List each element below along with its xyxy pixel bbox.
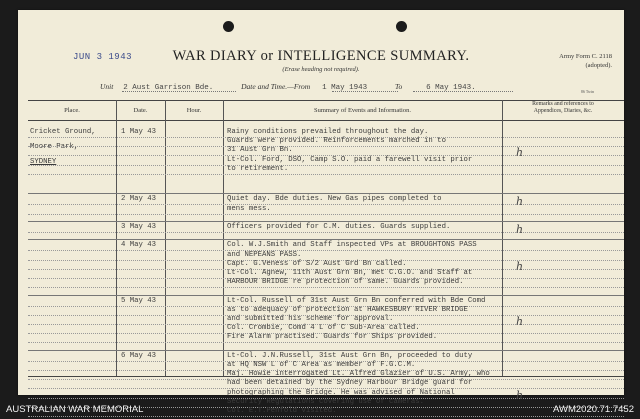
summary-line: Maj. Howie interrogated Lt. Alfred Glazier of U.S. Army, who [227,370,490,379]
remarks-initial: h [516,146,524,160]
place-line: Cricket Ground, [30,128,96,136]
column-header-place: Place. [64,107,80,114]
column-divider [165,100,166,376]
summary-line: Lt-Col. Agnew, 11th Aust Grn Bn, met C.G.O. and Staff at [227,269,473,277]
unit-underline [122,91,236,92]
entry-separator [28,221,624,222]
summary-line: as to adequacy of protection at HAWKESBURY RIVER BRIDGE [227,305,468,314]
header-row-border [28,120,624,121]
entry-date: 3 May 43 [121,223,157,231]
summary-line: Col. W.J.Smith and Staff inspected VPs at BROUGHTONS PASS [227,241,477,250]
entry-date: 4 May 43 [121,241,157,250]
summary-line: Lt-Col. Ford, DSO, Camp S.O. paid a farewell visit prior [227,155,473,164]
entry-separator [28,193,624,194]
summary-line: 31 Aust Grn Bn. [227,146,293,155]
summary-line: had been detained by the Sydney Harbour Bridge guard for [227,379,473,388]
entry-separator [28,239,624,240]
summary-line: photographing the Bridge. He was advised of National [227,388,455,397]
page-subtitle: (Erase heading not required). [282,66,360,73]
summary-line: Fire Alarm practised. Guards for Ships provided. [227,333,438,342]
archive-reference: AWM2020.71.7452 [553,404,634,415]
ruled-line [28,174,624,175]
summary-line: Rainy conditions prevailed throughout the day. [227,128,429,136]
summary-line: Security Regulations covering use of cameras. [227,397,425,406]
remarks-initial: h [516,195,524,209]
summary-line: to retirement. [227,164,289,173]
entry-date: 2 May 43 [121,195,157,204]
summary-line: HARBOUR BRIDGE re protection of same. Guards provided. [227,278,464,287]
entry-date: 6 May 43 [121,351,157,360]
place-line: Moore Park, [30,143,79,151]
entry-date: 5 May 43 [121,296,157,305]
ruled-line [28,287,624,288]
entry-date: 1 May 43 [121,128,157,136]
from-date-value: 1 May 1943 [322,84,368,92]
ruled-line [28,342,624,343]
remarks-initial: h [516,223,524,236]
summary-line: Officers provided for C.M. duties. Guards supplied. [227,223,451,231]
column-divider [502,100,503,376]
column-header-hour: Hour. [186,107,202,114]
place-line: SYDNEY [30,158,57,166]
summary-line: Col. Crombie, Comd 4 L of C Sub-Area called. [227,324,420,333]
ruled-line [28,214,624,215]
column-header-summary: Summary of Events and Information. [314,107,411,114]
summary-line: and submitted his scheme for approval. [227,315,394,323]
archive-footer [0,397,640,419]
archive-name: AUSTRALIAN WAR MEMORIAL [6,404,144,415]
remarks-initial: h [516,259,524,273]
summary-line: Guards were provided. Reinforcements marched in to [227,137,446,146]
summary-line: Lt-Col. Russell of 31st Aust Grn Bn conferred with Bde Comd [227,296,486,305]
column-header-date: Date. [133,107,148,114]
form-reference: Army Form C. 2118 (adopted). [559,53,612,69]
ruled-line [28,146,624,147]
to-underline [413,91,513,92]
unit-value: 2 Aust Garrison Bde. [123,84,214,92]
entry-separator [28,350,624,351]
column-divider [116,100,117,376]
column-header-remarks: Remarks and references to Appendices, Diaries, &c. [532,101,594,114]
summary-line: and NEPEANS PASS. [227,250,302,259]
ruled-line [28,232,624,233]
punch-hole [223,21,234,32]
summary-line: Lt-Col. J.N.Russell, 31st Aust Grn Bn, proceeded to duty [227,351,473,360]
date-stamp: JUN 3 1943 [73,52,133,62]
to-date-value: 6 May 1943. [426,84,476,92]
summary-line: Capt. G.Veness of S/2 Aust Grd Bn called. [227,259,407,268]
column-divider [223,100,224,376]
summary-line: mens mess. [227,204,271,213]
remarks-initial: h [516,315,524,328]
unit-line: Unit 2 Aust Garrison Bde. Date and Time.—From 1 May 1943 To 6 May 1943. [100,82,476,92]
ruled-line [28,165,624,166]
remarks-initial: h [516,388,524,402]
summary-line: at HQ NSW L of C Area as member of F.G.C.M. [227,361,416,369]
summary-line: Col. E.T.Penfold visited. [227,407,337,415]
ruled-line [28,250,624,251]
from-underline [332,91,398,92]
entry-separator [28,295,624,296]
page-title: WAR DIARY or INTELLIGENCE SUMMARY. [172,48,470,64]
summary-line: Quiet day. Bde duties. New Gas pipes completed to [227,195,442,204]
small-reference: 86 Twin [580,89,594,94]
punch-hole [396,21,407,32]
ruled-line [28,204,624,205]
